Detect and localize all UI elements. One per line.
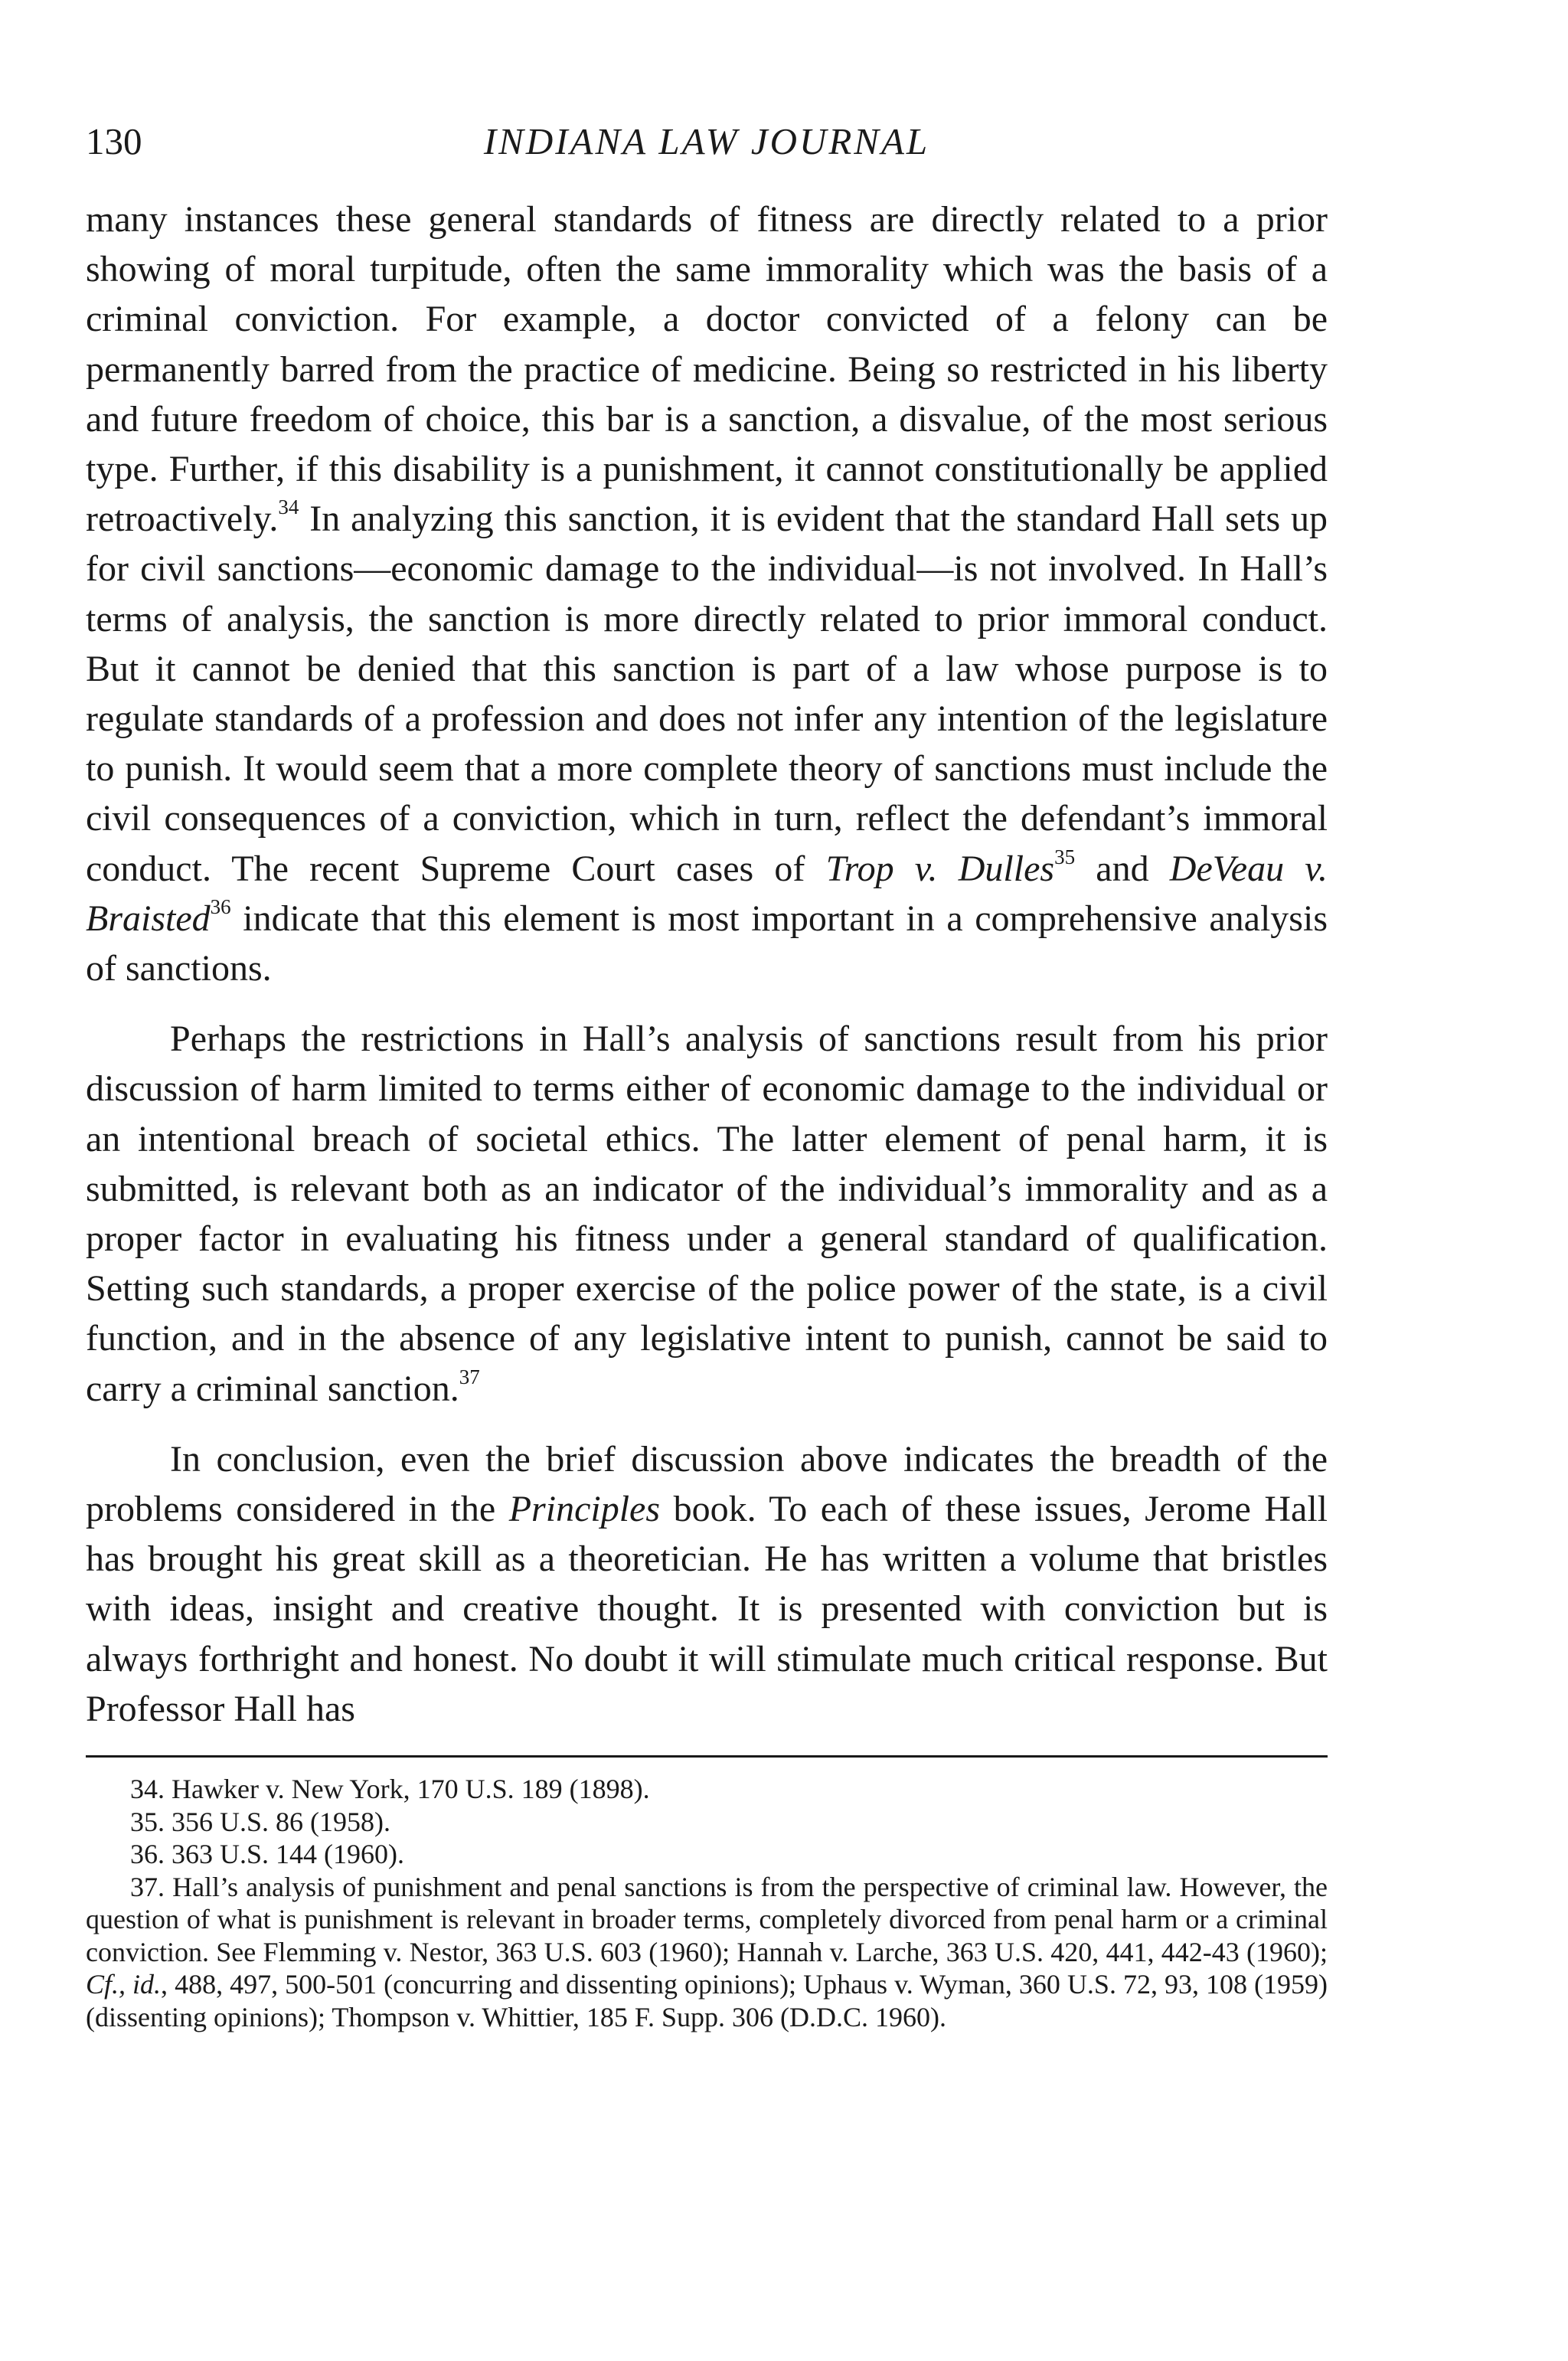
page-header — [86, 115, 1328, 168]
page-number: 130 — [86, 120, 142, 162]
paragraph-1-text-b: In analyzing this sanction, it is evident that the standard Hall sets up for civil sanctions—economic damage to the individual—is not involved. In Hall’s terms of analysis, the sanction is more directly related to prior immoral conduct. But it cannot be denied that this sanction is part of a law whose purpose is to regulate standards of a profession and does not infer any intention of the legislature to punish. It would seem that a more complete theory of sanctions must include the civil consequences of a conviction, which in turn, reflect the defendant’s immoral conduct. The recent Supreme Court cases of — [86, 499, 1328, 889]
footnote-37-text-a: 37. Hall’s analysis of punishment and penal sanctions is from the perspective of criminal law. However, the question of what is punishment is relevant in broader terms, completely divorced from penal harm or a criminal conviction. See Flemming v. Nestor, 363 U.S. 603 (1960); Hannah v. Larche, 363 U.S. 420, 441, 442-43 (1960); — [86, 1871, 1328, 1967]
body-text — [86, 195, 1328, 1734]
paragraph-1-text-d: indicate that this element is most important in a comprehensive analysis of sanctions. — [86, 898, 1328, 989]
footnote-35: 35. 356 U.S. 86 (1958). — [130, 1806, 390, 1837]
footnote-divider — [86, 1755, 1328, 1758]
footnote-ref-34: 34 — [278, 495, 299, 519]
journal-title: INDIANA LAW JOURNAL — [483, 120, 930, 162]
footnote-37 — [86, 1871, 1328, 2034]
footnote-34: 34. Hawker v. New York, 170 U.S. 189 (1898). — [130, 1774, 650, 1805]
paragraph-3 — [86, 1434, 1328, 1734]
footnote-36: 36. 363 U.S. 144 (1960). — [130, 1839, 404, 1870]
paragraph-2-text: Perhaps the restrictions in Hall’s analysis of sanctions result from his prior discussion of harm limited to terms either of economic damage to the individual or an intentional breach of societal ethics. The latter element of penal harm, it is submitted, is relevant both as an indicator of the individual’s immorality and as a proper factor in evaluating his fitness under a general standard of qualification. Setting such standards, a proper exercise of the police power of the state, is a civil function, and in the absence of any legislative intent to punish, cannot be said to carry a criminal sanction. — [86, 1019, 1328, 1409]
footnotes — [86, 1773, 1328, 2033]
case-name-trop-v-dulles: Trop v. Dulles — [825, 848, 1055, 889]
book-title-principles: Principles — [508, 1489, 661, 1530]
paragraph-1-text-a: many instances these general standards of fitness are directly related to a prior showing of moral turpitude, often the same immorality which was the basis of a criminal conviction. For example, a doctor convicted of a felony can be permanently barred from the practice of medicine. Being so restricted in his liberty and future freedom of choice, this bar is a sanction, a disvalue, of the most serious type. Further, if this disability is a punishment, it cannot constitutionally be applied retroactively. — [86, 199, 1328, 540]
paragraph-2 — [86, 1014, 1328, 1414]
paragraph-1-text-c: and — [1075, 848, 1170, 889]
footnote-ref-36: 36 — [210, 894, 231, 918]
case-name-deveau-v-braisted: DeVeau v. Braisted — [86, 848, 1328, 939]
footnote-37-text-b: , 488, 497, 500-501 (concurring and dissenting opinions); Uphaus v. Wyman, 360 U.S. 72, 93, 108 (1959) (dissenting opinions); Thompson v. Whittier, 185 F. Supp. 306 (D.D.C. 1960). — [86, 1969, 1328, 2032]
footnote-ref-35: 35 — [1054, 845, 1076, 868]
footnote-ref-37: 37 — [459, 1365, 480, 1388]
paragraph-3-text-b: book. To each of these issues, Jerome Hall has brought his great skill as a theoretician. He has written a volume that bristles with ideas, insight and creative thought. It is presented with conviction but is always forthright and honest. No doubt it will stimulate much critical response. But Professor Hall has — [86, 1489, 1328, 1729]
paragraph-1 — [86, 195, 1328, 993]
footnote-37-cf: Cf., id. — [86, 1969, 162, 2000]
document-page — [86, 115, 1328, 2033]
paragraph-3-text-a: In conclusion, even the brief discussion above indicates the breadth of the problems considered in the — [86, 1438, 1328, 1530]
